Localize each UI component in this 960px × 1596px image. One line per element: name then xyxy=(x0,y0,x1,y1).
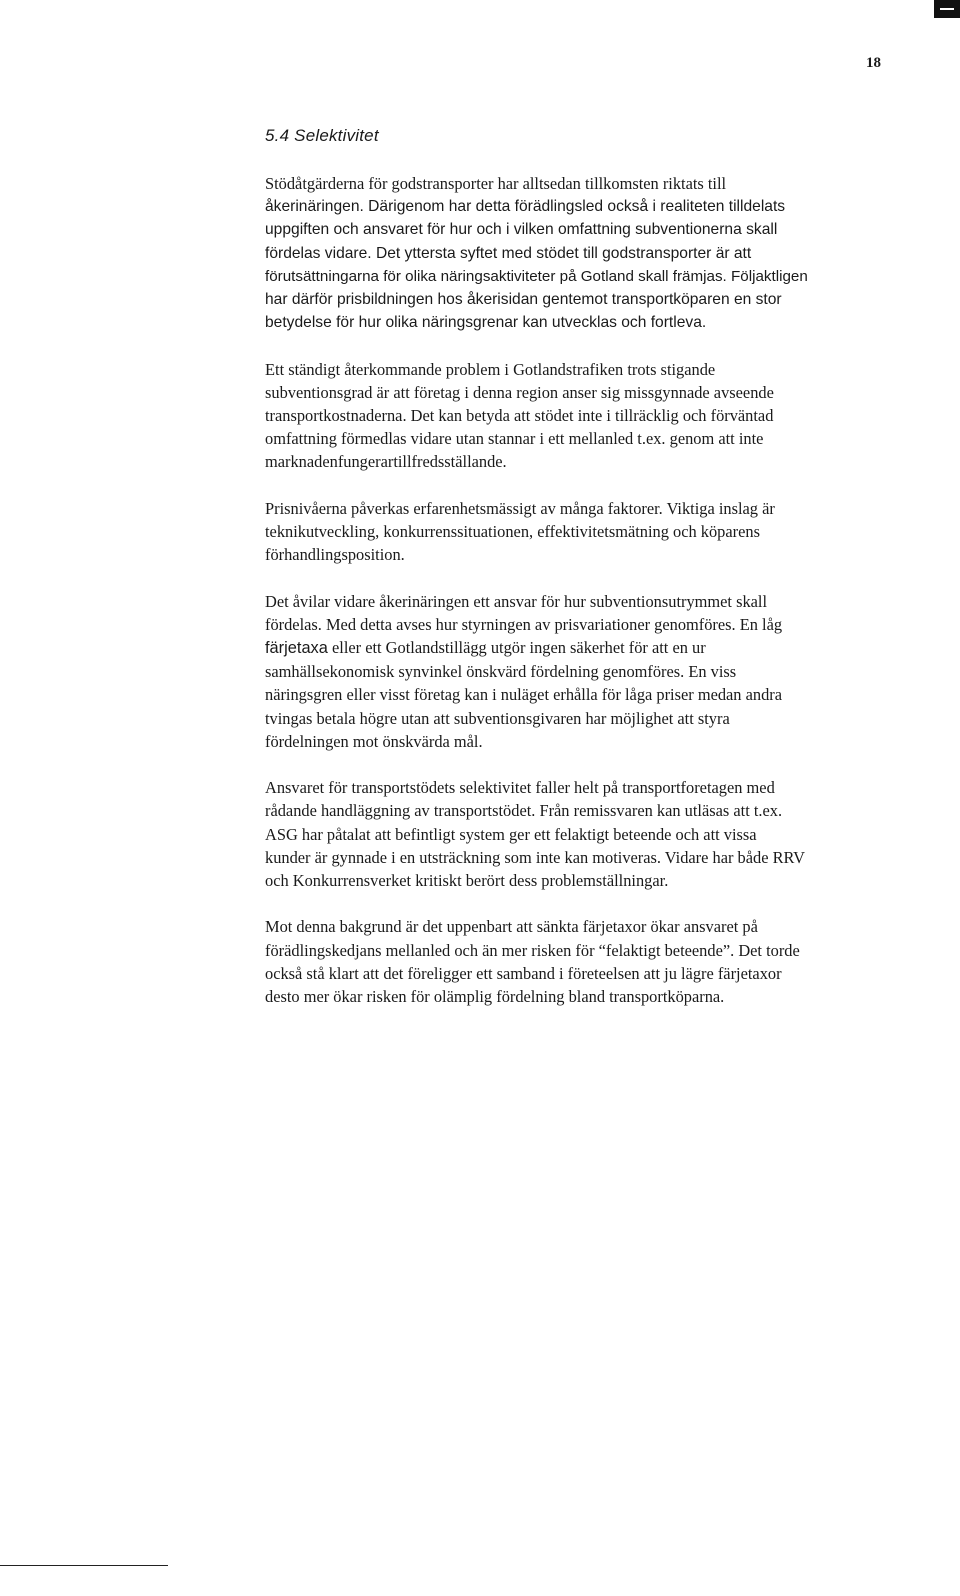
text-line: rådande handläggning av transportstödet. Från remissvaren kan utläsas att t.ex. xyxy=(265,801,783,821)
text-line: Ett ständigt återkommande problem i Gotlandstrafiken trots stigande xyxy=(265,359,716,379)
text-line-with-emphasis xyxy=(265,636,891,660)
text-line: fördelas vidare. Det yttersta syftet med stödet till godstransporter är att xyxy=(265,244,752,262)
text-line: desto mer ökar risken för olämplig fördelning bland transportköparna. xyxy=(265,987,725,1007)
paragraph-4 xyxy=(265,590,891,753)
text-line: marknadenfungerartillfredsställande. xyxy=(265,452,507,472)
paragraph-6 xyxy=(265,915,891,1008)
text-line: subventionsgrad är att företag i denna region anser sig missgynnade avseende xyxy=(265,382,774,402)
text-line: åkerinäringen. Därigenom har detta förädlingsled också i realiteten tilldelats xyxy=(265,198,786,216)
text-line: teknikutveckling, konkurrenssituationen, effektivitetsmätning och köparens xyxy=(265,522,760,542)
text-line: samhällsekonomisk synvinkel önskvärd fördelning genomföres. En viss xyxy=(265,662,737,682)
text-line: förhandlingsposition. xyxy=(265,545,405,565)
text-line: omfattning förmedlas vidare utan stannar i ett mellanled t.ex. genom att inte xyxy=(265,429,764,449)
page-number: 18 xyxy=(866,55,881,71)
text-line: Det åvilar vidare åkerinäringen ett ansvar för hur subventionsutrymmet skall xyxy=(265,591,768,611)
text-line: och Konkurrensverket kritiskt berört dess problemställningar. xyxy=(265,871,669,891)
text-line: kunder är gynnade i en utsträckning som inte kan motiveras. Vidare har både RRV xyxy=(265,847,805,867)
footnote-divider xyxy=(0,1565,168,1566)
paragraph-2 xyxy=(265,358,891,474)
text-line: transportkostnaderna. Det kan betyda att stödet inte i tillräcklig och förväntad xyxy=(265,406,774,426)
text-line: näringsgren eller visst företag kan i nuläget erhålla för låga priser medan andra xyxy=(265,685,783,705)
paragraph-3 xyxy=(265,497,891,567)
emphasis-word: färjetaxa xyxy=(265,639,328,658)
paragraph-5 xyxy=(265,776,891,892)
text-line: förädlingskedjans mellanled och än mer risken för “felaktigt beteende”. Det torde xyxy=(265,940,800,960)
text-line: uppgiften och ansvaret för hur och i vilken omfattning subventionerna skall xyxy=(265,221,778,239)
paragraph-1 xyxy=(265,172,891,334)
text-line: fördelas. Med detta avses hur styrningen av prisvariationer genomföres. En låg xyxy=(265,614,783,634)
section-heading: 5.4 Selektivitet xyxy=(265,126,379,145)
text-line: förutsättningarna för olika näringsaktiviteter på Gotland skall främjas. Följaktligen xyxy=(265,267,808,285)
text-line: ASG har påtalat att befintligt system ger ett felaktigt beteende och att vissa xyxy=(265,824,757,844)
text-line: fördelningen mot önskvärda mål. xyxy=(265,731,483,751)
text-line: också stå klart att det föreligger ett samband i företeelsen att ju lägre färjetaxor xyxy=(265,963,782,983)
text-line: Ansvaret för transportstödets selektivitet faller helt på transportforetagen med xyxy=(265,778,775,798)
text-line: har därför prisbildningen hos åkerisidan gentemot transportköparen en stor xyxy=(265,291,782,309)
line-remainder: eller ett Gotlandstillägg utgör ingen säkerhet för att en ur xyxy=(331,638,706,658)
document-body xyxy=(265,172,891,1031)
text-line: Stödåtgärderna för godstransporter har alltsedan tillkomsten riktats till xyxy=(265,174,727,193)
corner-binding-mark xyxy=(934,0,960,18)
text-line: tvingas betala högre utan att subventionsgivaren har möjlighet att styra xyxy=(265,708,730,728)
text-line: Mot denna bakgrund är det uppenbart att sänkta färjetaxor ökar ansvaret på xyxy=(265,917,758,937)
text-line: betydelse för hur olika näringsgrenar kan utvecklas och fortleva. xyxy=(265,314,707,332)
text-line: Prisnivåerna påverkas erfarenhetsmässigt av många faktorer. Viktiga inslag är xyxy=(265,498,775,518)
